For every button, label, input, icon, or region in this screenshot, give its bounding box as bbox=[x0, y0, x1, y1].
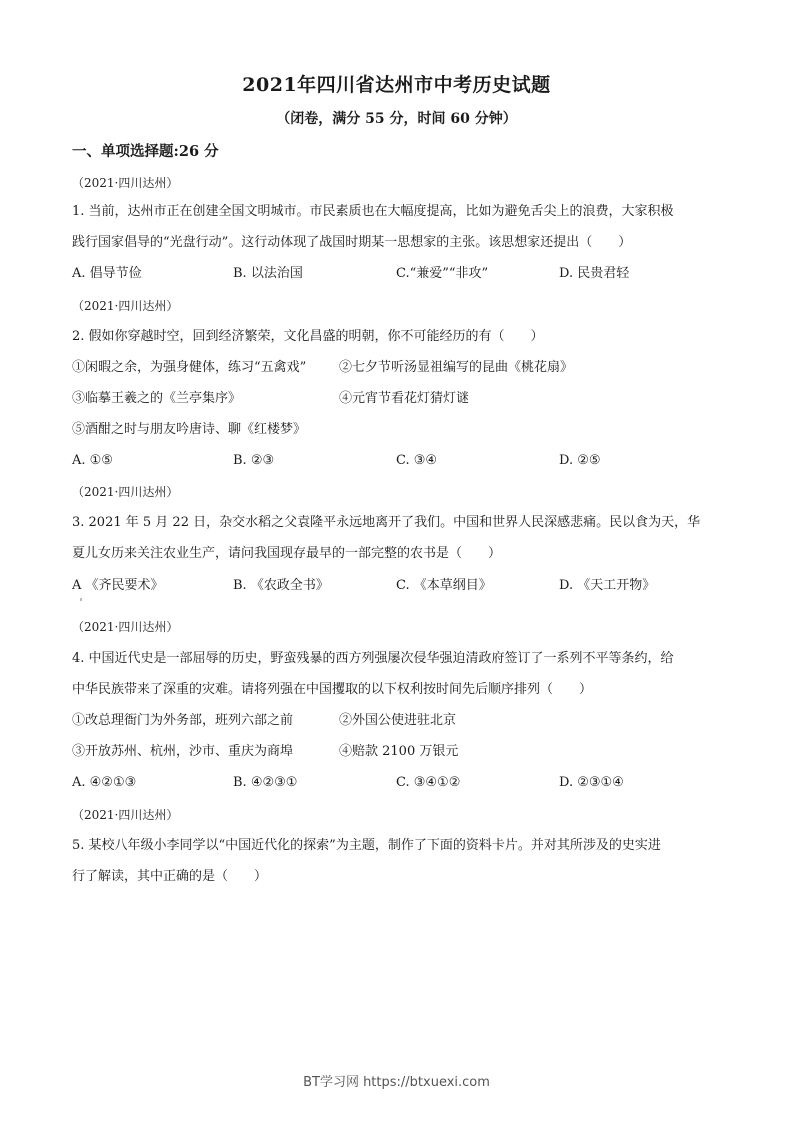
question-stem-line: 夏儿女历来关注农业生产，请问我国现存最早的一部完整的农书是（ ） bbox=[72, 546, 502, 561]
statement-item: ①闲暇之余，为强身健体，练习“五禽戏” bbox=[72, 360, 307, 375]
option-b: B. 《农政全书》 bbox=[233, 578, 329, 593]
question-stem-line: 践行国家倡导的“光盘行动”。这行动体现了战国时期某一思想家的主张。该思想家还提出（ ） bbox=[72, 235, 632, 250]
option-b: B. ②③ bbox=[233, 453, 275, 468]
option-c: C. ③④①② bbox=[396, 775, 461, 790]
statement-item: ③开放苏州、杭州，沙市、重庆为商埠 bbox=[72, 744, 294, 759]
option-d: D. 民贵君轻 bbox=[559, 266, 630, 281]
option-a: A. 倡导节俭 bbox=[72, 266, 142, 281]
option-b: B. ④②③① bbox=[233, 775, 298, 790]
option-a: A. ④②①③ bbox=[72, 775, 137, 790]
option-b: B. 以法治国 bbox=[233, 266, 303, 281]
option-a: A 《齐民要术》 bbox=[72, 578, 164, 593]
statement-item: ②七夕节听汤显祖编写的昆曲《桃花扇》 bbox=[339, 360, 574, 375]
question-stem-line: 行了解读，其中正确的是（ ） bbox=[72, 869, 268, 884]
question-source: （2021·四川达州） bbox=[72, 299, 179, 313]
statement-item: ④赔款 2100 万银元 bbox=[339, 744, 459, 759]
statement-item: ②外国公使进驻北京 bbox=[339, 713, 457, 728]
question-source: （2021·四川达州） bbox=[72, 176, 179, 190]
stray-mark bbox=[80, 598, 82, 601]
question-stem-line: 1. 当前，达州市正在创建全国文明城市。市民素质也在大幅度提高，比如为避免舌尖上的浪费，大家积极 bbox=[72, 204, 674, 219]
statement-item: ⑤酒酣之时与朋友吟唐诗、聊《红楼梦》 bbox=[72, 422, 307, 437]
statement-item: ④元宵节看花灯猜灯谜 bbox=[339, 391, 470, 406]
option-d: D. 《天工开物》 bbox=[559, 578, 656, 593]
page-title: 2021年四川省达州市中考历史试题 bbox=[242, 74, 551, 96]
question-stem-line: 4. 中国近代史是一部屈辱的历史，野蛮残暴的西方列强屡次侵华强迫清政府签订了一系列不平等条约，给 bbox=[72, 651, 674, 666]
section-heading: 一、单项选择题:26 分 bbox=[72, 143, 219, 160]
question-stem-line: 3. 2021 年 5 月 22 日，杂交水稻之父袁隆平永远地离开了我们。中国和世界人民深感悲痛。民以食为天，华 bbox=[72, 515, 701, 530]
option-d: D. ②⑤ bbox=[559, 453, 601, 468]
question-source: （2021·四川达州） bbox=[72, 620, 179, 634]
option-c: C. ③④ bbox=[396, 453, 438, 468]
question-source: （2021·四川达州） bbox=[72, 485, 179, 499]
footer-watermark: BT学习网 https://btxuexi.com bbox=[303, 1075, 490, 1090]
question-stem-line: 中华民族带来了深重的灾难。请将列强在中国攫取的以下权利按时间先后顺序排列（ ） bbox=[72, 682, 593, 697]
question-stem-line: 2. 假如你穿越时空，回到经济繁荣，文化昌盛的明朝，你不可能经历的有（ ） bbox=[72, 329, 544, 344]
option-d: D. ②③①④ bbox=[559, 775, 624, 790]
question-source: （2021·四川达州） bbox=[72, 808, 179, 822]
question-stem-line: 5. 某校八年级小李同学以“中国近代化的探索”为主题，制作了下面的资料卡片。并对其所涉及的史实进 bbox=[72, 838, 661, 853]
statement-item: ①改总理衙门为外务部，班列六部之前 bbox=[72, 713, 294, 728]
option-c: C.“兼爱”“非攻” bbox=[396, 266, 489, 281]
option-a: A. ①⑤ bbox=[72, 453, 113, 468]
statement-item: ③临摹王羲之的《兰亭集序》 bbox=[72, 391, 242, 406]
exam-conditions: （闭卷，满分 55 分，时间 60 分钟） bbox=[276, 111, 517, 127]
option-c: C. 《本草纲目》 bbox=[396, 578, 492, 593]
